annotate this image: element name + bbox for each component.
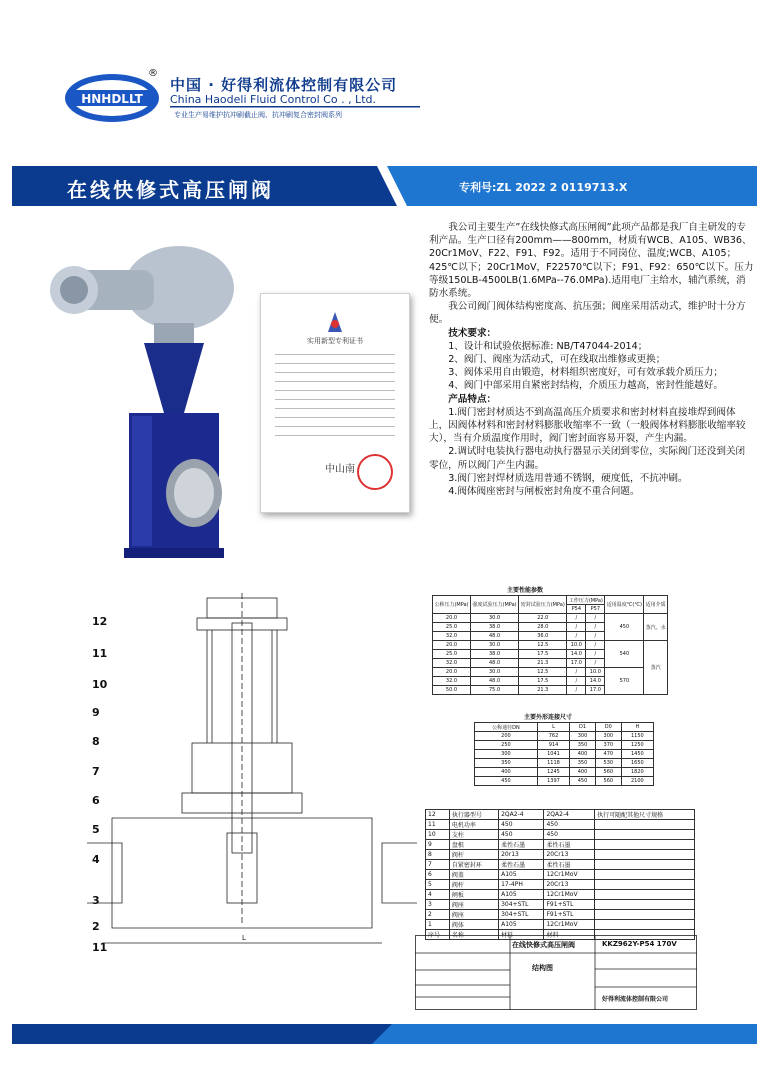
feature-item: 1.阀门密封材质达不到高温高压介质要求和密封材料直接堆焊到阀体上，因阀体材料和密封材料膨胀收缩率不一致（一般阀体材料膨胀收缩率较大），当有介质温度作用时，阀门密封面容易开裂，产生内漏。	[429, 406, 746, 445]
callout-2: 2	[92, 920, 100, 933]
table-row: 2 阀座 304+STL F91+STL	[426, 910, 695, 920]
perf-table	[432, 595, 668, 695]
company-slogan: 专业生产易维护抗冲刷截止阀、抗冲刷复合密封阀系列	[174, 111, 342, 119]
table-row: 20.0 30.0 12.5 10.0 / 540 蒸汽	[433, 641, 668, 650]
structure-paragraph: 我公司阀门阀体结构密度高、抗压强；阀座采用活动式，维护时十分方便。	[429, 301, 746, 326]
dim-table-title: 主要外形连接尺寸	[524, 714, 573, 721]
table-row: 32.0 48.0 36.0 / /	[433, 632, 668, 641]
company-logo	[62, 70, 162, 126]
tb-product-name: 在线快修式高压闸阀	[512, 941, 575, 949]
tech-item: 3、阀体采用自由锻造，材料组织密度好，可有效承载介质压力；	[448, 367, 723, 379]
valve-section-drawing	[82, 593, 422, 963]
perf-subheader: P57	[586, 605, 605, 614]
table-row: 20.0 30.0 22.0 / / 450 蒸汽、水	[433, 614, 668, 623]
callout-11: 11	[92, 647, 108, 660]
company-name-en: China Haodeli Fluid Control Co . , Ltd.	[170, 93, 376, 106]
perf-header: 密封试验压力(MPa)	[519, 596, 567, 614]
certificate-title: 实用新型专利证书	[307, 337, 363, 345]
table-row: 25.0 38.0 17.5 14.0 /	[433, 650, 668, 659]
table-row: 32.0 48.0 21.3 17.0 /	[433, 659, 668, 668]
table-row: 200 762 300 300 1150	[475, 732, 654, 741]
table-row: 20.0 30.0 12.5 / 10.0 570	[433, 668, 668, 677]
brochure-page	[12, 38, 757, 1068]
callout-9: 9	[92, 706, 100, 719]
table-row: 400 1245 400 560 1820	[475, 768, 654, 777]
table-row: 1 阀体 A105 12Cr1MoV	[426, 920, 695, 930]
feature-heading: 产品特点：	[448, 393, 497, 405]
certificate-signature: 中山南	[325, 464, 355, 475]
certificate-text-lines	[275, 354, 395, 444]
feature-item: 2.调试时电装执行器电动执行器显示关闭到零位，实际阀门还没到关闭零位，所以阀门产生内漏。	[429, 446, 746, 471]
callout-11b: 11	[92, 941, 108, 954]
registered-mark: ®	[148, 68, 158, 79]
table-row: 25.0 38.0 28.0 / /	[433, 623, 668, 632]
table-row: 7 自紧密封环 柔性石墨 柔性石墨	[426, 860, 695, 870]
product-description	[429, 221, 754, 498]
table-row: 250 914 350 370 1250	[475, 741, 654, 750]
tech-heading: 技术要求：	[448, 327, 497, 339]
table-row: 12 执行器型号 2QA2-4 2QA2-4 执行可随配其他尺寸规格	[426, 810, 695, 820]
table-row: 300 1041 400 470 1450	[475, 750, 654, 759]
page-title: 在线快修式高压闸阀	[67, 178, 274, 202]
certificate-seal	[357, 454, 393, 490]
callout-7: 7	[92, 765, 100, 778]
callout-6: 6	[92, 794, 100, 807]
svg-text:HNHDLLT: HNHDLLT	[81, 92, 143, 106]
tb-model: KKZ962Y-P54 170V	[602, 940, 677, 948]
table-row: 9 盘根 柔性石墨 柔性石墨	[426, 840, 695, 850]
table-row: 32.0 48.0 17.5 / 14.0	[433, 677, 668, 686]
callout-3: 3	[92, 894, 100, 907]
perf-header: 适用介质	[644, 596, 668, 614]
perf-table-title: 主要性能参数	[507, 587, 544, 594]
valve-photo	[34, 238, 244, 568]
callout-5: 5	[92, 823, 100, 836]
perf-header: 适用温度℃(℃)	[605, 596, 644, 614]
perf-header: 强度试验压力(MPa)	[470, 596, 518, 614]
table-row: 11 电机功率 450 450	[426, 820, 695, 830]
table-row: 6 阀盖 A105 12Cr1MoV	[426, 870, 695, 880]
callout-12: 12	[92, 615, 108, 628]
tech-item: 2、阀门、阀座为活动式，可在线取出维修或更换；	[448, 354, 666, 366]
tech-item: 4、阀门中部采用自紧密封结构，介质压力越高，密封性能越好。	[448, 380, 723, 392]
patent-emblem-icon	[324, 310, 346, 334]
header-rule	[170, 106, 420, 108]
perf-header: 工作压力(MPa)	[568, 597, 603, 604]
tb-company: 好得利流体控制有限公司	[602, 996, 669, 1003]
tb-structure: 结构图	[532, 964, 553, 972]
table-row: 350 1118 350 530 1650	[475, 759, 654, 768]
table-row: 8 阀杆 20r13 20Cr13	[426, 850, 695, 860]
feature-item: 3.阀门密封焊材质选用普通不锈钢，硬度低，不抗冲刷。	[448, 472, 688, 484]
patent-certificate	[260, 293, 410, 513]
callout-8: 8	[92, 735, 100, 748]
parts-table	[425, 809, 695, 940]
table-row: 450 1397 450 560 2100	[475, 777, 654, 786]
perf-subheader: P54	[567, 605, 586, 614]
intro-paragraph: 我公司主要生产”在线快修式高压闸阀”此项产品都是我厂自主研发的专利产品。生产口径有200mm——800mm，材质有WCB、A105、WB36、20Cr1MoV、F22、F91、F92。适用于不同岗位、温度;WCB、A105；425℃以下；20Cr1MoV，F22570℃以下；F91、F92：650℃以下。压力等级150LB-4500LB(1.6MPa--76.0MPa).适用电厂主给水，辅汽系统，消防水系统。	[429, 222, 754, 300]
callout-4: 4	[92, 853, 100, 866]
dim-table	[474, 722, 654, 786]
bottom-band	[12, 1024, 757, 1044]
callout-10: 10	[92, 678, 108, 691]
patent-number: 专利号:ZL 2022 2 0119713.X	[459, 181, 628, 194]
drawing-dim-label: L	[242, 934, 246, 942]
perf-header: 公称压力(MPa)	[433, 596, 471, 614]
feature-item: 4.阀体阀座密封与闸板密封角度不重合问题。	[448, 486, 640, 498]
table-header-row: 公称通径DN L D1 D0 H	[475, 723, 654, 732]
table-row: 10 支柱 450 450	[426, 830, 695, 840]
table-row: 50.0 75.0 21.3 / 17.0	[433, 686, 668, 695]
table-row: 4 闸板 A105 12Cr1MoV	[426, 890, 695, 900]
company-name-cn: 中国 · 好得利流体控制有限公司	[170, 76, 398, 94]
table-row: 5 阀杆 17-4PH 20Cr13	[426, 880, 695, 890]
table-header-row: 序号 名称 材料 材料	[426, 930, 695, 940]
table-row: 3 阀座 304+STL F91+STL	[426, 900, 695, 910]
tech-item: 1、设计和试验依据标准: NB/T47044-2014；	[448, 340, 648, 352]
